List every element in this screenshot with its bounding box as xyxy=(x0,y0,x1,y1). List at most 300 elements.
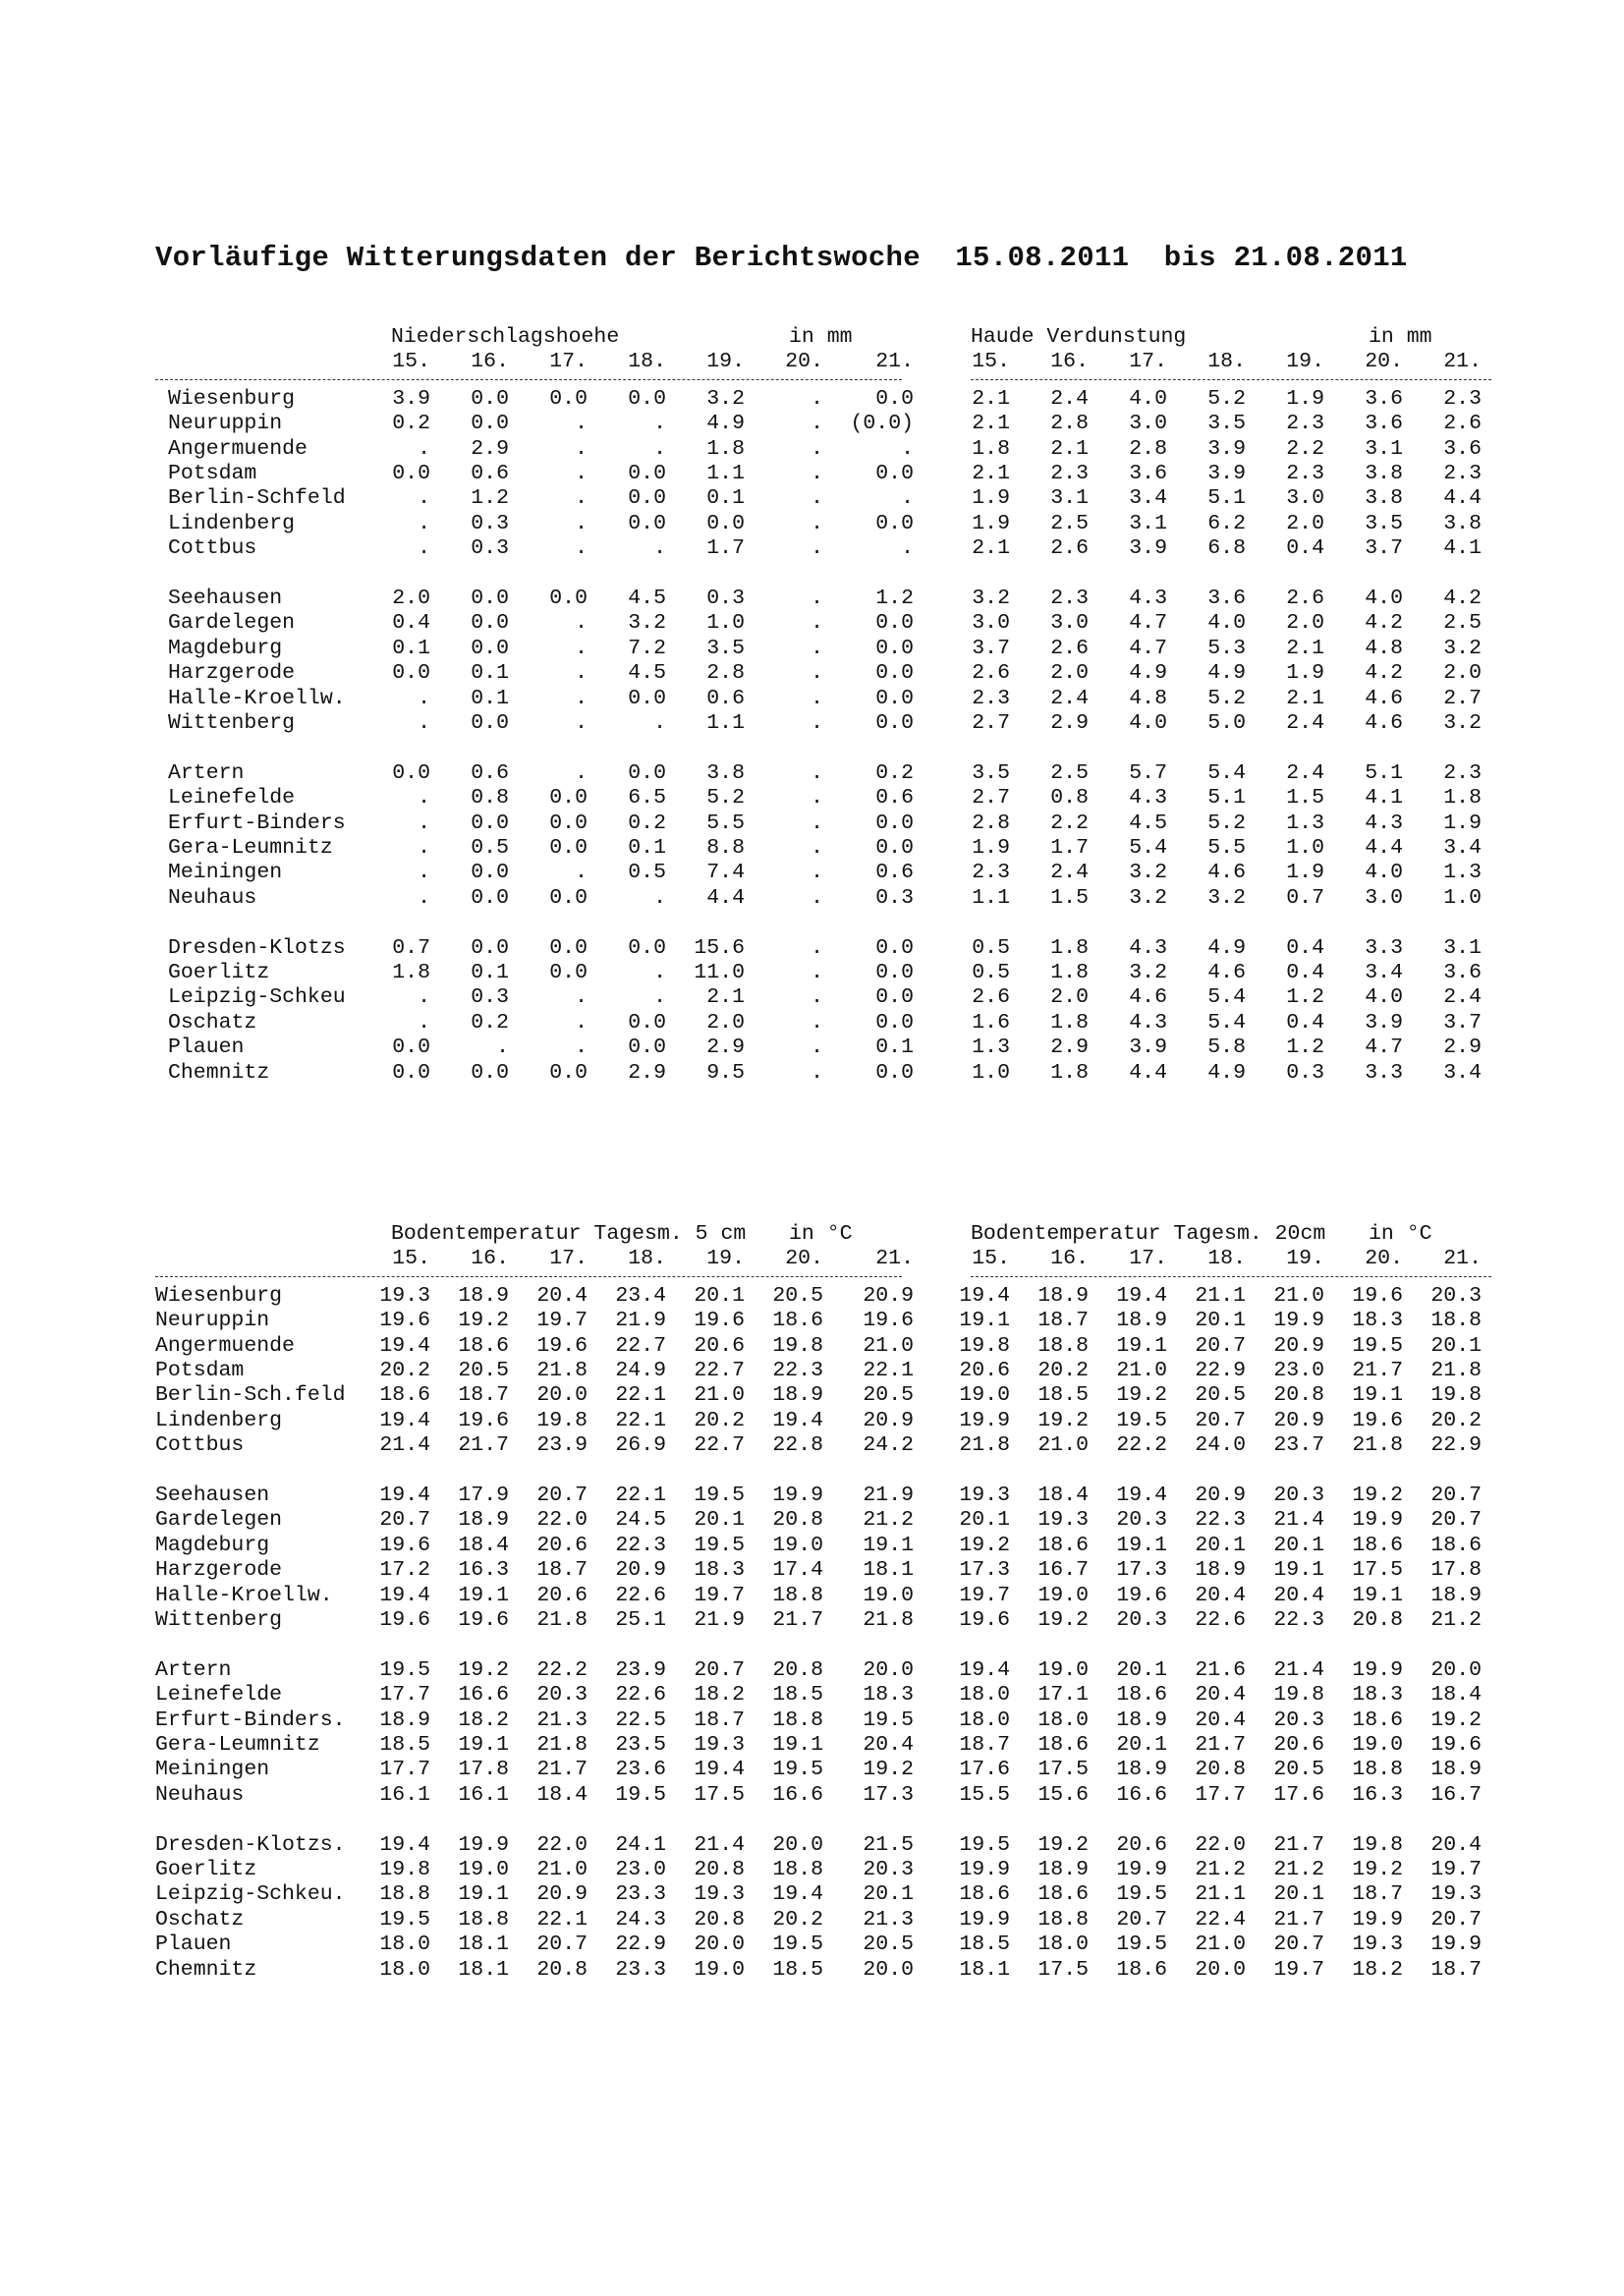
table-cell: 18.6 xyxy=(1037,1533,1089,1557)
station-name: Magdeburg xyxy=(155,1533,270,1557)
table-cell: 18.0 xyxy=(379,1932,430,1957)
table-cell: 4.6 xyxy=(1207,961,1246,984)
table-cell: 19.1 xyxy=(458,1733,509,1757)
table-cell: 3.8 xyxy=(1365,462,1403,485)
table-cell: 16.6 xyxy=(458,1683,509,1708)
table-cell: 16.3 xyxy=(458,1558,509,1583)
table-cell: . xyxy=(811,636,823,660)
table-cell: 3.8 xyxy=(1365,486,1403,511)
table-cell: . xyxy=(653,885,666,910)
table-cell: 2.8 xyxy=(972,811,1010,835)
table-cell: 17.3 xyxy=(863,1782,914,1807)
table-cell: 20.5 xyxy=(1195,1383,1246,1408)
table-cell: 20.2 xyxy=(379,1359,430,1382)
table-cell: 19.0 xyxy=(1037,1583,1089,1607)
table-cell: . xyxy=(575,486,588,511)
station-name: Dresden-Klotzs xyxy=(168,935,346,960)
day-header: 17. xyxy=(1129,350,1167,374)
day-header: 20. xyxy=(785,1247,823,1271)
table-cell: 20.6 xyxy=(959,1359,1010,1382)
table-cell: . xyxy=(811,711,823,735)
table-cell: 3.1 xyxy=(1129,511,1167,535)
table-cell: 3.4 xyxy=(1443,836,1482,860)
table-cell: 20.9 xyxy=(615,1558,666,1583)
table-cell: 1.0 xyxy=(1443,885,1482,910)
table-cell: 6.2 xyxy=(1207,511,1246,535)
table-cell: . xyxy=(418,811,430,835)
table-cell: 2.3 xyxy=(1050,462,1089,485)
table-cell: 19.1 xyxy=(772,1733,823,1757)
table-cell: 0.1 xyxy=(471,661,509,686)
table-cell: 20.0 xyxy=(694,1932,745,1957)
table-cell: 19.8 xyxy=(959,1333,1010,1358)
table-cell: 19.4 xyxy=(379,1484,430,1507)
table-cell: 0.5 xyxy=(628,861,666,885)
table-cell: 4.0 xyxy=(1365,587,1403,610)
table-cell: 4.3 xyxy=(1365,811,1403,835)
table-cell: 2.4 xyxy=(1286,711,1324,735)
table-cell: 0.1 xyxy=(471,686,509,710)
table-cell: 3.6 xyxy=(1443,436,1482,461)
table-cell: 18.5 xyxy=(772,1957,823,1982)
station-name: Leinefelde xyxy=(168,786,296,811)
table-cell: 3.5 xyxy=(706,636,745,660)
table-cell: 21.2 xyxy=(1195,1858,1246,1881)
table-cell: 18.4 xyxy=(1430,1683,1482,1708)
table-cell: 20.7 xyxy=(1430,1907,1482,1932)
table-cell: 19.5 xyxy=(863,1708,914,1732)
table-cell: 3.5 xyxy=(1365,511,1403,535)
table-cell: 20.8 xyxy=(1273,1383,1324,1408)
table-cell: 16.6 xyxy=(1116,1782,1167,1807)
table-cell: 18.9 xyxy=(1430,1758,1482,1782)
table-cell: 3.0 xyxy=(972,611,1010,636)
table-cell: 3.6 xyxy=(1365,386,1403,411)
table-cell: 7.2 xyxy=(628,636,666,660)
table-cell: 2.6 xyxy=(1050,636,1089,660)
table-cell: 4.4 xyxy=(1129,1060,1167,1085)
table-cell: 17.4 xyxy=(772,1558,823,1583)
table-cell: 1.1 xyxy=(706,462,745,485)
table-cell: 2.4 xyxy=(1050,386,1089,411)
table-cell: 21.9 xyxy=(615,1309,666,1333)
table-cell: 19.4 xyxy=(959,1283,1010,1308)
table-cell: 20.7 xyxy=(1195,1408,1246,1432)
table-cell: 3.2 xyxy=(1129,885,1167,910)
table-cell: 0.0 xyxy=(549,935,588,960)
table-cell: 19.1 xyxy=(959,1309,1010,1333)
table-cell: 19.1 xyxy=(458,1583,509,1607)
table-cell: 4.3 xyxy=(1129,587,1167,610)
table-cell: 2.3 xyxy=(1286,412,1324,436)
station-name: Goerlitz xyxy=(155,1858,257,1881)
table-cell: 18.2 xyxy=(694,1683,745,1708)
table-cell: 1.9 xyxy=(1286,386,1324,411)
table-cell: 19.9 xyxy=(1352,1508,1403,1533)
table-cell: 20.4 xyxy=(536,1283,588,1308)
table-cell: 0.0 xyxy=(392,1060,430,1085)
table-cell: 17.1 xyxy=(1037,1683,1089,1708)
table-cell: 21.0 xyxy=(863,1333,914,1358)
table-cell: 22.3 xyxy=(1195,1508,1246,1533)
table-cell: 20.1 xyxy=(1273,1533,1324,1557)
table-cell: . xyxy=(811,935,823,960)
table-cell: 21.7 xyxy=(1195,1733,1246,1757)
table-cell: 19.5 xyxy=(694,1484,745,1507)
table-cell: 25.1 xyxy=(615,1608,666,1632)
table-cell: 4.4 xyxy=(1365,836,1403,860)
table-cell: 2.0 xyxy=(1443,661,1482,686)
table-cell: 18.6 xyxy=(1116,1683,1167,1708)
table-cell: 18.3 xyxy=(1352,1683,1403,1708)
table-cell: 19.5 xyxy=(694,1533,745,1557)
table-cell: 2.6 xyxy=(1286,587,1324,610)
table-cell: 21.1 xyxy=(1195,1882,1246,1907)
table-cell: . xyxy=(418,486,430,511)
table-cell: 2.9 xyxy=(471,436,509,461)
table-cell: 2.6 xyxy=(972,661,1010,686)
table-cell: 1.8 xyxy=(1050,961,1089,984)
table-cell: 0.0 xyxy=(628,1036,666,1060)
table-cell: 4.2 xyxy=(1365,611,1403,636)
separator-line xyxy=(155,379,902,380)
table-cell: 19.5 xyxy=(1352,1333,1403,1358)
table-cell: 2.0 xyxy=(706,1010,745,1035)
table-cell: 2.0 xyxy=(1286,511,1324,535)
table-cell: 3.6 xyxy=(1365,412,1403,436)
table-cell: 2.3 xyxy=(1286,462,1324,485)
table-cell: 21.4 xyxy=(1273,1657,1324,1682)
table-cell: 0.0 xyxy=(875,636,914,660)
station-name: Cottbus xyxy=(168,536,257,561)
table-cell: 0.0 xyxy=(628,511,666,535)
table-cell: 20.4 xyxy=(1273,1583,1324,1607)
station-name: Cottbus xyxy=(155,1433,245,1458)
table-cell: 0.7 xyxy=(392,935,430,960)
station-name: Chemnitz xyxy=(155,1957,257,1982)
table-cell: 0.0 xyxy=(549,811,588,835)
table-cell: 18.8 xyxy=(772,1858,823,1881)
table-cell: 23.3 xyxy=(615,1882,666,1907)
table-cell: 0.1 xyxy=(706,486,745,511)
table-cell: 2.4 xyxy=(1443,985,1482,1010)
table-cell: . xyxy=(575,711,588,735)
table-cell: 2.5 xyxy=(1050,760,1089,785)
table-cell: 0.2 xyxy=(628,811,666,835)
table-cell: 20.9 xyxy=(1273,1408,1324,1432)
table-cell: 21.7 xyxy=(1352,1359,1403,1382)
table-cell: 21.4 xyxy=(1273,1508,1324,1533)
table-cell: 18.4 xyxy=(536,1782,588,1807)
table-cell: 19.0 xyxy=(1037,1657,1089,1682)
table-cell: 21.1 xyxy=(1195,1283,1246,1308)
station-name: Lindenberg xyxy=(168,511,296,535)
table-cell: 19.5 xyxy=(772,1932,823,1957)
table-cell: 17.8 xyxy=(1430,1558,1482,1583)
table-cell: 4.8 xyxy=(1129,686,1167,710)
table-cell: 21.9 xyxy=(694,1608,745,1632)
table-cell: 0.0 xyxy=(875,1060,914,1085)
table-cell: 0.2 xyxy=(471,1010,509,1035)
table-cell: 2.4 xyxy=(1286,760,1324,785)
table-cell: 18.9 xyxy=(1116,1309,1167,1333)
table-cell: . xyxy=(418,836,430,860)
table-cell: 5.1 xyxy=(1207,486,1246,511)
separator-line xyxy=(155,1276,902,1277)
table-cell: 0.0 xyxy=(471,386,509,411)
station-name: Seehausen xyxy=(155,1484,270,1507)
table-cell: 5.4 xyxy=(1207,760,1246,785)
table-cell: 19.6 xyxy=(379,1309,430,1333)
table-cell: 19.5 xyxy=(1116,1932,1167,1957)
table-cell: 19.2 xyxy=(1037,1608,1089,1632)
table-cell: 3.0 xyxy=(1129,412,1167,436)
station-name: Artern xyxy=(155,1657,232,1682)
table-cell: 0.0 xyxy=(875,961,914,984)
table-cell: 22.7 xyxy=(694,1359,745,1382)
table-cell: 18.9 xyxy=(379,1708,430,1732)
table-cell: 20.2 xyxy=(694,1408,745,1432)
table-cell: 17.7 xyxy=(1195,1782,1246,1807)
table-cell: 18.8 xyxy=(1352,1758,1403,1782)
table-cell: 4.9 xyxy=(1207,935,1246,960)
table-cell: 0.0 xyxy=(875,985,914,1010)
station-name: Goerlitz xyxy=(168,961,270,984)
table-cell: 18.6 xyxy=(1037,1733,1089,1757)
station-name: Neuruppin xyxy=(168,412,283,436)
table-cell: 2.2 xyxy=(1286,436,1324,461)
table-cell: 4.6 xyxy=(1365,686,1403,710)
table-cell: 0.6 xyxy=(706,686,745,710)
table-cell: 2.0 xyxy=(392,587,430,610)
table-cell: 20.3 xyxy=(1273,1484,1324,1507)
table-cell: . xyxy=(575,985,588,1010)
table-cell: 4.1 xyxy=(1443,536,1482,561)
table-cell: 3.2 xyxy=(1129,861,1167,885)
table-cell: . xyxy=(811,811,823,835)
table-cell: . xyxy=(811,1010,823,1035)
table-cell: 17.9 xyxy=(458,1484,509,1507)
table-cell: 19.8 xyxy=(1273,1683,1324,1708)
table-cell: 19.3 xyxy=(694,1882,745,1907)
table-cell: 19.7 xyxy=(694,1583,745,1607)
table-cell: 19.4 xyxy=(772,1408,823,1432)
table-cell: 18.6 xyxy=(1352,1533,1403,1557)
table-cell: 6.5 xyxy=(628,786,666,811)
table-cell: 16.6 xyxy=(772,1782,823,1807)
table-cell: . xyxy=(418,686,430,710)
table-cell: 20.7 xyxy=(694,1657,745,1682)
table-cell: 21.0 xyxy=(1195,1932,1246,1957)
table-cell: 0.0 xyxy=(875,462,914,485)
table-cell: 0.0 xyxy=(628,686,666,710)
table-cell: 3.0 xyxy=(1286,486,1324,511)
table-cell: 0.0 xyxy=(628,935,666,960)
table-cell: 18.5 xyxy=(959,1932,1010,1957)
table-cell: 5.4 xyxy=(1129,836,1167,860)
table-cell: . xyxy=(418,1010,430,1035)
table-cell: 2.9 xyxy=(1050,1036,1089,1060)
day-header: 18. xyxy=(1207,350,1246,374)
table-cell: 19.2 xyxy=(959,1533,1010,1557)
station-name: Wiesenburg xyxy=(155,1283,283,1308)
table-cell: 1.8 xyxy=(706,436,745,461)
table-cell: . xyxy=(811,686,823,710)
table-cell: 19.0 xyxy=(863,1583,914,1607)
table-cell: 19.6 xyxy=(1116,1583,1167,1607)
table-cell: . xyxy=(653,536,666,561)
table-cell: 0.0 xyxy=(471,861,509,885)
table-cell: 1.6 xyxy=(972,1010,1010,1035)
table-cell: 4.4 xyxy=(1443,486,1482,511)
table-cell: 17.2 xyxy=(379,1558,430,1583)
table-cell: 0.0 xyxy=(549,386,588,411)
table-cell: 22.0 xyxy=(536,1832,588,1857)
table-cell: 4.8 xyxy=(1365,636,1403,660)
day-header: 16. xyxy=(1050,1247,1089,1271)
station-name: Dresden-Klotzs. xyxy=(155,1832,346,1857)
table-cell: 3.9 xyxy=(1129,536,1167,561)
table-cell: . xyxy=(418,885,430,910)
station-name: Erfurt-Binders xyxy=(168,811,346,835)
table-cell: 2.1 xyxy=(1286,686,1324,710)
table-cell: 18.2 xyxy=(1352,1957,1403,1982)
station-name: Gardelegen xyxy=(155,1508,283,1533)
table-cell: 2.9 xyxy=(706,1036,745,1060)
table-cell: 3.4 xyxy=(1365,961,1403,984)
table-cell: 2.6 xyxy=(1050,536,1089,561)
table-cell: 2.0 xyxy=(1050,661,1089,686)
table-cell: 3.0 xyxy=(1365,885,1403,910)
table-cell: 0.0 xyxy=(706,511,745,535)
table-cell: 20.0 xyxy=(772,1832,823,1857)
table-cell: 21.4 xyxy=(694,1832,745,1857)
table-cell: . xyxy=(575,462,588,485)
table-cell: 3.6 xyxy=(1207,587,1246,610)
table-cell: 20.7 xyxy=(536,1484,588,1507)
table-cell: 21.3 xyxy=(863,1907,914,1932)
table-cell: 2.1 xyxy=(706,985,745,1010)
table-cell: 19.6 xyxy=(863,1309,914,1333)
table-cell: 11.0 xyxy=(694,961,745,984)
table-cell: 0.5 xyxy=(972,961,1010,984)
table-cell: . xyxy=(496,1036,509,1060)
table-cell: 1.8 xyxy=(1443,786,1482,811)
table-cell: 24.5 xyxy=(615,1508,666,1533)
table-cell: 3.1 xyxy=(1050,486,1089,511)
table-cell: 18.8 xyxy=(1037,1333,1089,1358)
table-cell: 17.7 xyxy=(379,1758,430,1782)
table-cell: 0.1 xyxy=(392,636,430,660)
day-header: 17. xyxy=(549,1247,588,1271)
table-cell: 18.0 xyxy=(959,1683,1010,1708)
left-header: Bodentemperatur Tagesm. 5 cm xyxy=(391,1222,747,1246)
table-cell: 2.7 xyxy=(1443,686,1482,710)
table-cell: 23.4 xyxy=(615,1283,666,1308)
table-cell: 0.4 xyxy=(1286,1010,1324,1035)
table-cell: 7.4 xyxy=(706,861,745,885)
table-cell: 19.4 xyxy=(772,1882,823,1907)
table-cell: 21.8 xyxy=(1430,1359,1482,1382)
table-cell: . xyxy=(811,836,823,860)
table-cell: . xyxy=(575,636,588,660)
table-cell: 20.1 xyxy=(1116,1657,1167,1682)
table-cell: 1.1 xyxy=(706,711,745,735)
day-header: 20. xyxy=(1365,350,1403,374)
day-header: 15. xyxy=(972,1247,1010,1271)
table-cell: 0.0 xyxy=(875,1010,914,1035)
table-cell: 18.5 xyxy=(379,1733,430,1757)
table-cell: 0.6 xyxy=(471,760,509,785)
table-cell: 18.8 xyxy=(1037,1907,1089,1932)
table-cell: 20.6 xyxy=(1273,1733,1324,1757)
table-cell: . xyxy=(575,661,588,686)
table-cell: 0.0 xyxy=(549,836,588,860)
table-cell: 3.7 xyxy=(972,636,1010,660)
table-cell: 19.8 xyxy=(772,1333,823,1358)
table-cell: 21.6 xyxy=(1195,1657,1246,1682)
table-cell: 3.3 xyxy=(1365,935,1403,960)
station-name: Potsdam xyxy=(155,1359,245,1382)
table-cell: . xyxy=(811,536,823,561)
right-header: Bodentemperatur Tagesm. 20cm xyxy=(971,1222,1326,1246)
table-cell: 1.9 xyxy=(972,836,1010,860)
day-header: 19. xyxy=(706,350,745,374)
table-cell: 20.4 xyxy=(1195,1708,1246,1732)
table-cell: 18.6 xyxy=(1037,1882,1089,1907)
table-cell: 17.3 xyxy=(959,1558,1010,1583)
table-cell: 21.7 xyxy=(458,1433,509,1458)
table-cell: 3.2 xyxy=(1129,961,1167,984)
table-cell: 23.0 xyxy=(1273,1359,1324,1382)
table-cell: 0.4 xyxy=(1286,935,1324,960)
table-cell: 20.3 xyxy=(1116,1508,1167,1533)
table-cell: 21.2 xyxy=(1273,1858,1324,1881)
table-cell: 16.7 xyxy=(1037,1558,1089,1583)
table-cell: 17.6 xyxy=(959,1758,1010,1782)
table-cell: 3.5 xyxy=(1207,412,1246,436)
table-cell: 0.4 xyxy=(392,611,430,636)
table-cell: 19.2 xyxy=(458,1309,509,1333)
table-cell: 2.4 xyxy=(1050,686,1089,710)
table-cell: 0.0 xyxy=(628,486,666,511)
table-cell: 20.7 xyxy=(536,1932,588,1957)
table-cell: 22.1 xyxy=(615,1408,666,1432)
table-cell: . xyxy=(811,661,823,686)
day-header: 21. xyxy=(1443,1247,1482,1271)
table-cell: 5.0 xyxy=(1207,711,1246,735)
table-cell: . xyxy=(811,412,823,436)
station-name: Meiningen xyxy=(155,1758,270,1782)
table-cell: 4.1 xyxy=(1365,786,1403,811)
table-cell: 19.0 xyxy=(1352,1733,1403,1757)
table-cell: 19.8 xyxy=(1352,1832,1403,1857)
table-cell: 24.1 xyxy=(615,1832,666,1857)
table-cell: 1.9 xyxy=(972,486,1010,511)
table-cell: 21.8 xyxy=(863,1608,914,1632)
table-cell: . xyxy=(418,985,430,1010)
table-cell: 2.8 xyxy=(1129,436,1167,461)
table-cell: 23.0 xyxy=(615,1858,666,1881)
table-cell: 18.9 xyxy=(1116,1708,1167,1732)
table-cell: 4.0 xyxy=(1129,711,1167,735)
table-cell: 0.0 xyxy=(392,760,430,785)
table-cell: 24.9 xyxy=(615,1359,666,1382)
table-cell: 18.8 xyxy=(772,1708,823,1732)
table-cell: 0.0 xyxy=(875,686,914,710)
station-name: Gardelegen xyxy=(168,611,296,636)
table-cell: 3.9 xyxy=(1365,1010,1403,1035)
